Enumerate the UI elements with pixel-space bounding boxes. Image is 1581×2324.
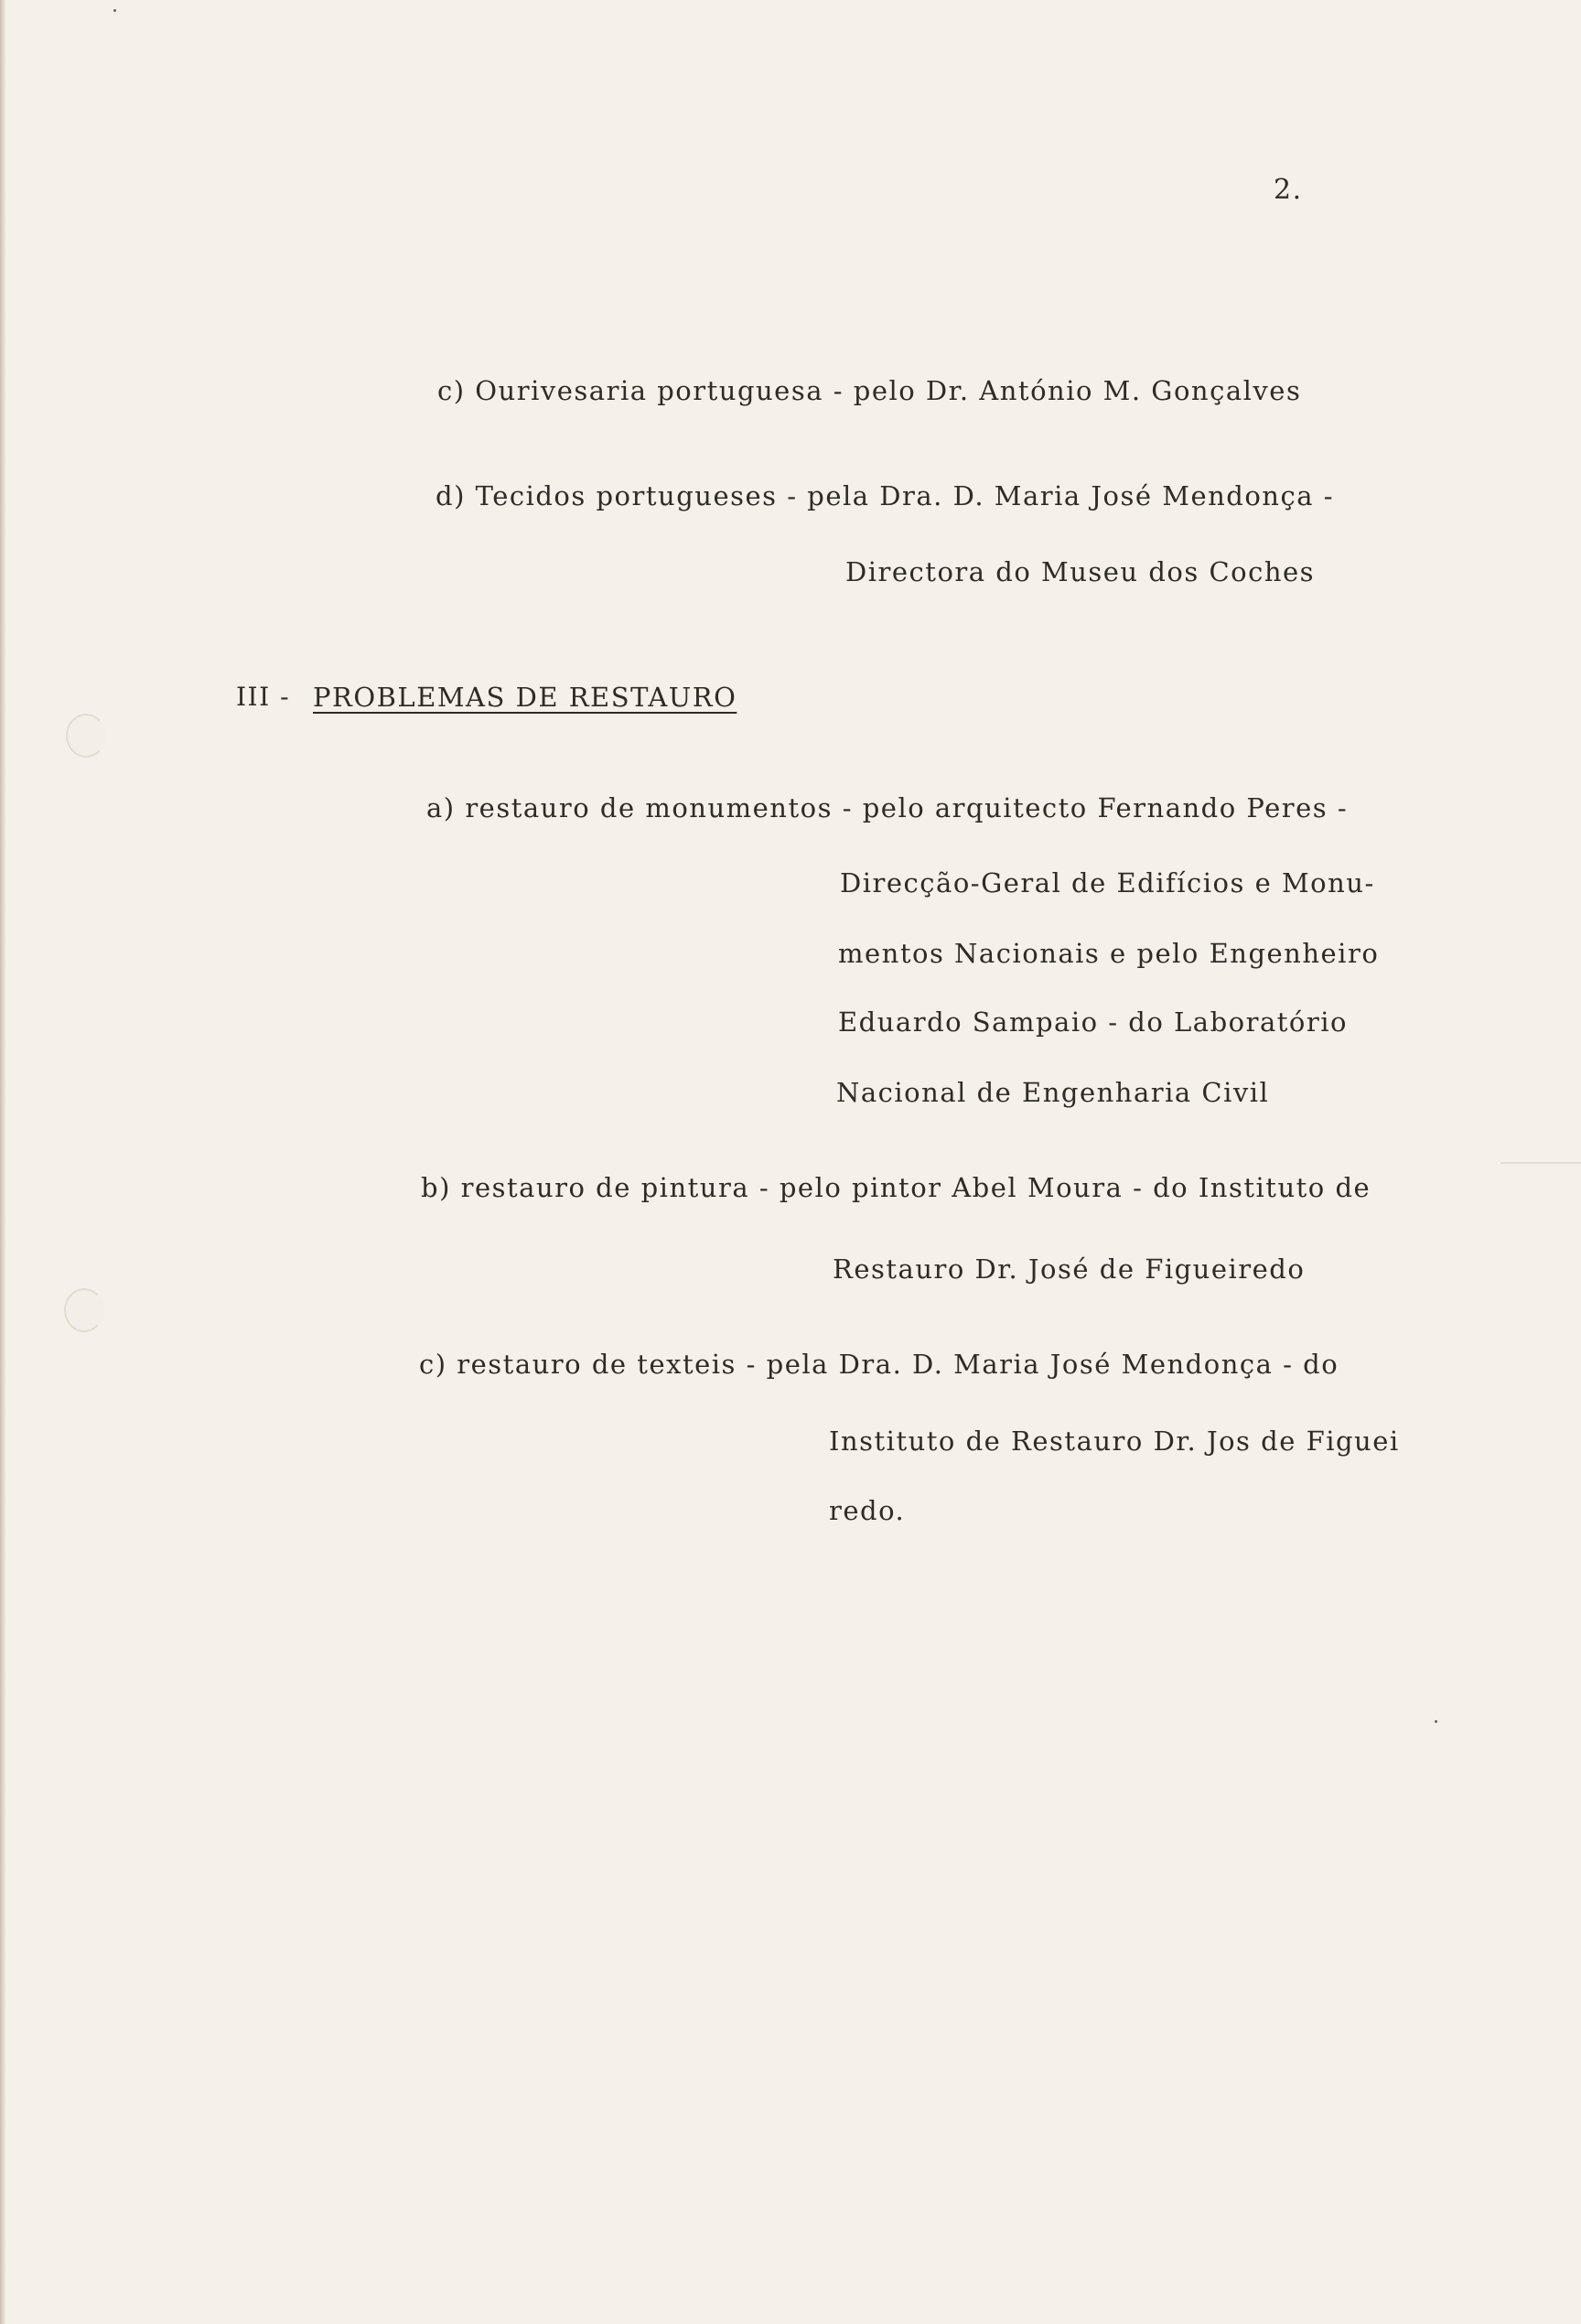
list-item-d-tecidos: d) Tecidos portugueses - pela Dra. D. Maria José Mendonça - [436,480,1335,511]
punch-hole-top [66,714,106,758]
ink-speck [113,9,116,12]
fold-crease [1500,1162,1581,1164]
list-item-a-line: a) restauro de monumentos - pelo arquitecto Fernando Peres - [426,792,1349,823]
list-item-a-line: Nacional de Engenharia Civil [836,1077,1270,1108]
section-heading-text: PROBLEMAS DE RESTAURO [313,682,737,713]
page-number: 2. [1274,174,1303,206]
list-item-c-line: redo. [829,1495,906,1526]
list-item-c-ourivesaria: c) Ourivesaria portuguesa - pelo Dr. António M. Gonçalves [437,375,1302,406]
list-item-b-line: b) restauro de pintura - pelo pintor Abel Moura - do Instituto de [421,1172,1371,1203]
punch-hole-bottom [64,1288,104,1332]
list-item-a-line: mentos Nacionais e pelo Engenheiro [838,938,1380,969]
list-item-a-line: Direcção-Geral de Edifícios e Monu- [840,867,1375,898]
list-item-d-continuation: Directora do Museu dos Coches [845,556,1316,587]
list-item-c-line: Instituto de Restauro Dr. Jos de Figuei [829,1426,1400,1457]
section-heading [313,682,737,713]
list-item-c-line: c) restauro de texteis - pela Dra. D. Maria José Mendonça - do [419,1349,1339,1380]
section-numeral: III - [236,682,291,712]
list-item-b-line: Restauro Dr. José de Figueiredo [833,1253,1306,1285]
paper-edge [0,0,5,2324]
list-item-a-line: Eduardo Sampaio - do Laboratório [838,1006,1348,1038]
ink-speck [1435,1720,1437,1723]
